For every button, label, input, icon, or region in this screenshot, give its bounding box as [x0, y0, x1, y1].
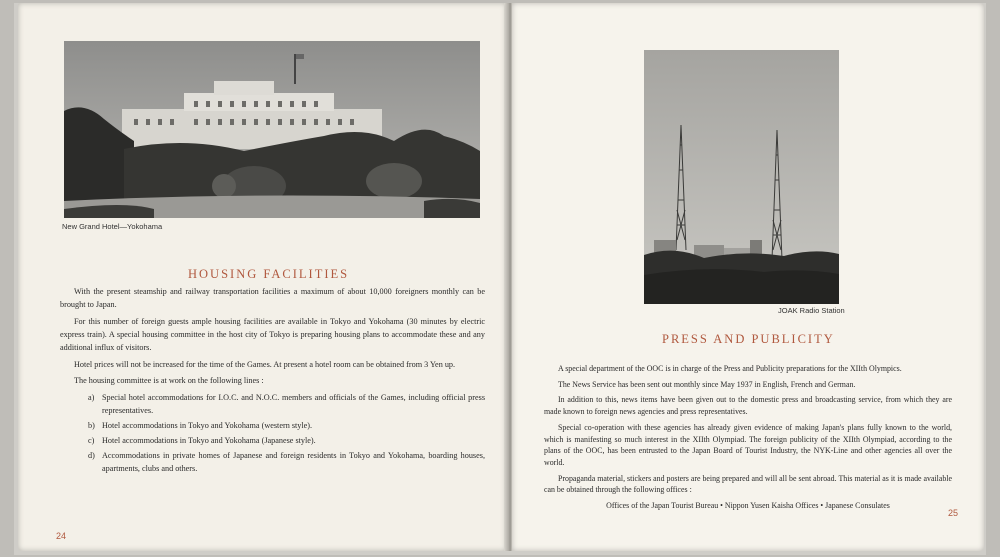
list-marker: c) [88, 436, 95, 446]
housing-facilities-heading: HOUSING FACILITIES [188, 267, 350, 281]
offices-line: Offices of the Japan Tourist Bureau • Nippon Yusen Kaisha Offices • Japanese Consulates [606, 501, 890, 511]
list-marker: b) [88, 421, 95, 431]
page-number-left: 24 [56, 531, 67, 541]
housing-body-text [60, 286, 485, 478]
list-item [88, 392, 485, 418]
paragraph: Special co-operation with these agencies has already given evidence of making Japan's plans fully known to the world, which is manifesting so much interest in the XIIth Olympiad. The foreign publicity of the XIIth Olympiad, according to the plans of the OOC, has been entrusted to the Japan Board of Tourist Industry, the NYK-Line and other agencies all over the world. [544, 422, 952, 467]
paragraph: For this number of foreign guests ample housing facilities are available in Tokyo and Yokohama (30 minutes by electric express train). A special housing committee in the host city of Tokyo is preparing housing plans to accommodate these and any additional influx of visitors. [60, 316, 485, 352]
hotel-photo-caption: New Grand Hotel—Yokohama [62, 222, 163, 231]
list-item-text: Special hotel accommodations for I.O.C. and N.O.C. members and officials of the Games, including official press representatives. [102, 393, 485, 416]
left-page [18, 3, 506, 551]
paragraph: Hotel prices will not be increased for the time of the Games. At present a hotel room can be obtained from 3 Yen up. [74, 359, 456, 369]
radio-photo-caption: JOAK Radio Station [778, 306, 845, 315]
list-item [88, 435, 485, 448]
paragraph: Propaganda material, stickers and posters are being prepared and will all be sent abroad. This material as it is made available can be obtained through the following offices : [544, 473, 952, 495]
list-item-text: Hotel accommodations in Tokyo and Yokohama (western style). [102, 421, 313, 431]
press-publicity-heading: PRESS AND PUBLICITY [662, 332, 835, 346]
paragraph: The housing committee is at work on the following lines : [74, 376, 264, 386]
list-item [88, 420, 485, 433]
list-item-text: Hotel accommodations in Tokyo and Yokohama (Japanese style). [102, 436, 316, 446]
paragraph: The News Service has been sent out monthly since May 1937 in English, French and German. [558, 379, 856, 389]
housing-list [88, 392, 485, 475]
hotel-photo [64, 41, 480, 218]
right-page [512, 3, 984, 551]
open-booklet [14, 3, 986, 555]
press-body-text [544, 363, 952, 516]
list-item [88, 450, 485, 476]
paragraph: With the present steamship and railway transportation facilities a maximum of about 10,000 foreigners monthly can be brought to Japan. [60, 287, 485, 309]
paragraph: A special department of the OOC is in charge of the Press and Publicity preparations for the XIIth Olympics. [558, 364, 902, 373]
list-marker: d) [88, 450, 95, 460]
list-marker: a) [88, 393, 95, 403]
page-number-right: 25 [948, 508, 959, 518]
paragraph: In addition to this, news items have been given out to the domestic press and broadcasting service, from which they are made known to foreign news agencies and press representatives. [544, 395, 952, 417]
radio-station-photo [644, 50, 839, 304]
list-item-text: Accommodations in private homes of Japanese and foreign residents in Tokyo and Yokohama, boarding houses, apartments, clubs and others. [102, 450, 485, 473]
